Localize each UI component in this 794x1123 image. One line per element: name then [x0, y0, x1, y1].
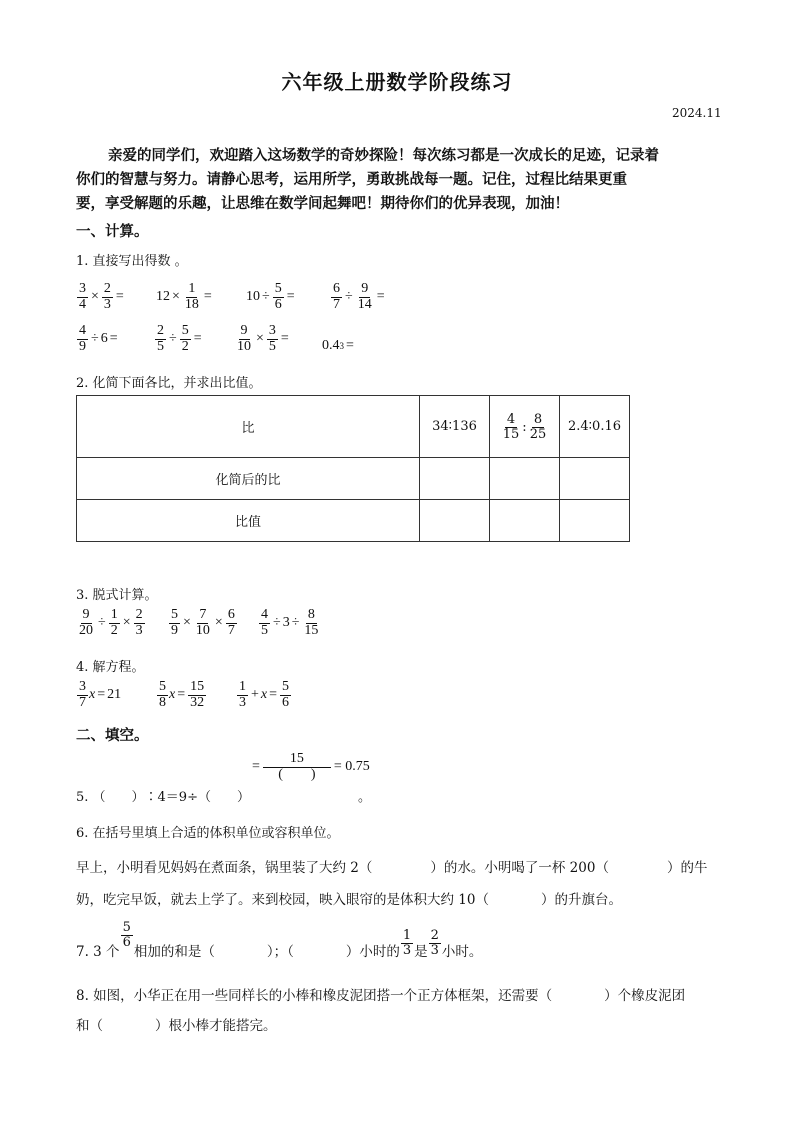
fraction: $\frac{1}{18}$	[184, 281, 199, 312]
section-2-heading: 二、填空。	[76, 727, 149, 744]
q5-end: 。	[358, 790, 372, 805]
q1-expr-2: 12 × $\frac{1}{18}$ =	[156, 281, 212, 312]
fraction: $\frac{2}{5}$	[157, 323, 164, 354]
answer-cell[interactable]	[490, 500, 560, 542]
q3-label: 3. 脱式计算。	[76, 588, 158, 603]
ratio-table	[76, 395, 630, 542]
q4-label: 4. 解方程。	[76, 660, 145, 675]
q4-equation-1: $\frac{3}{7}$ x = 21	[79, 679, 122, 710]
date: 2024.11	[672, 106, 722, 120]
q4-equation-3: $\frac{1}{3}$ + x = $\frac{5}{6}$	[239, 679, 290, 710]
q4-equation-2: $\frac{5}{8}$ x = $\frac{15}{32}$	[159, 679, 205, 710]
answer-cell[interactable]	[560, 458, 630, 500]
q5-fraction-expr: = $\frac{15}{( )}$ = 0.75	[252, 751, 370, 782]
intro-line-3: 要，享受解题的乐趣，让思维在数学间起舞吧！期待你们的优异表现，加油！	[76, 195, 569, 212]
q1-expr-4: $\frac{6}{7}$ ÷ $\frac{9}{14}$ =	[333, 281, 385, 312]
q6-line-1: 早上，小明看见妈妈在煮面条，锅里装了大约 2（ ）的水。小明喝了一杯 200（ ）的牛	[76, 860, 708, 876]
q1-expr-5: $\frac{4}{9}$ ÷ 6 =	[79, 323, 118, 354]
answer-cell[interactable]	[420, 458, 490, 500]
fraction: $\frac{9}{10}$	[237, 323, 251, 354]
answer-cell[interactable]	[490, 458, 560, 500]
ratio-1: 34∶136	[420, 396, 490, 458]
q3-expr-3: $\frac{4}{5}$ ÷ 3 ÷ $\frac{8}{15}$	[261, 607, 319, 638]
section-1-heading: 一、计算。	[76, 223, 149, 240]
page-title: 六年级上册数学阶段练习	[281, 70, 513, 94]
intro-line-1: 亲爱的同学们，欢迎踏入这场数学的奇妙探险！每次练习都是一次成长的足迹，记录着	[108, 147, 659, 164]
row-label-value: 比值	[77, 500, 420, 542]
q2-label: 2. 化简下面各比，并求出比值。	[76, 376, 262, 391]
ratio-2: $\frac{4}{15}$ : $\frac{8}{25}$	[490, 396, 560, 458]
fraction: $\frac{2}{3}$	[103, 281, 111, 312]
ratio-3: 2.4∶0.16	[560, 396, 630, 458]
q6-label: 6. 在括号里填上合适的体积单位或容积单位。	[76, 826, 340, 841]
q5-label: 5. （ ）∶4＝9÷（ ）	[76, 790, 250, 805]
q8-line-2: 和（ ）根小棒才能搭完。	[76, 1018, 277, 1034]
q8-line-1: 8. 如图，小华正在用一些同样长的小棒和橡皮泥团搭一个正方体框架，还需要（ ）个橡皮泥团	[76, 988, 686, 1004]
q1-expr-3: 10 ÷ $\frac{5}{6}$ =	[246, 281, 295, 312]
row-label-simplified: 化简后的比	[77, 458, 420, 500]
q3-expr-2: $\frac{5}{9}$ × $\frac{7}{10}$ × $\frac{6}{7}$	[171, 607, 235, 638]
fraction: $\frac{6}{7}$	[333, 281, 340, 312]
q1-expr-7: $\frac{9}{10}$ × $\frac{3}{5}$ =	[237, 323, 289, 354]
q1-label: 1. 直接写出得数 。	[76, 254, 188, 269]
q3-expr-1: $\frac{9}{20}$ ÷ $\frac{1}{2}$ × $\frac{2}{3}$	[79, 607, 143, 638]
fraction: $\frac{3}{4}$	[79, 281, 86, 312]
answer-cell[interactable]	[560, 500, 630, 542]
fraction: $\frac{5}{6}$	[274, 281, 282, 312]
fraction: $\frac{3}{5}$	[268, 323, 276, 354]
q1-expr-6: $\frac{2}{5}$ ÷ $\frac{5}{2}$ =	[157, 323, 202, 354]
row-label-ratio: 比	[77, 396, 420, 458]
q1-expr-8: 0.4 3 =	[322, 338, 354, 353]
q1-expr-1: $\frac{3}{4}$ × $\frac{2}{3}$ =	[79, 281, 124, 312]
intro-line-2: 你们的智慧与努力。请静心思考，运用所学，勇敢挑战每一题。记住，过程比结果更重	[76, 171, 627, 188]
answer-cell[interactable]	[420, 500, 490, 542]
q6-line-2: 奶，吃完早饭，就去上学了。来到校园，映入眼帘的是体积大约 10（ ）的升旗台。	[76, 892, 622, 908]
fraction: $\frac{5}{2}$	[181, 323, 189, 354]
fraction: $\frac{4}{9}$	[79, 323, 86, 354]
fraction: $\frac{9}{14}$	[357, 281, 372, 312]
q7-line: 7. 3 个 $\frac{5}{6}$ 相加的和是（ ）；（ ）小时的 $\frac{1}{3}$ 是 $\frac{2}{3}$ 小时。	[76, 919, 483, 960]
